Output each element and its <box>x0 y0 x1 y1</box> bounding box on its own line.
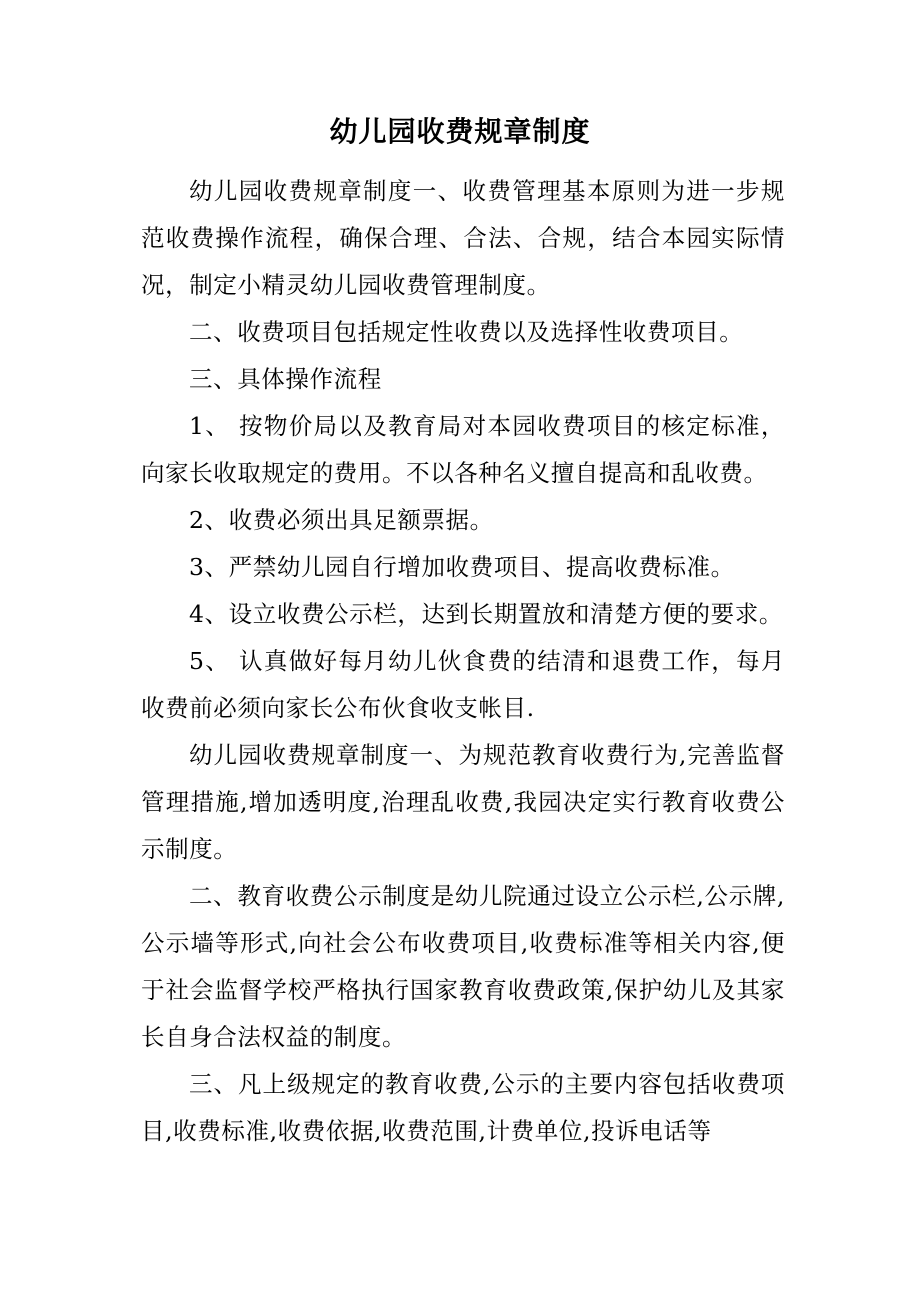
paragraph-disclosure-intro: 幼儿园收费规章制度一、为规范教育收费行为,完善监督管理措施,增加透明度,治理乱收费,我园决定实行教育收费公示制度。 <box>141 741 785 863</box>
document-body <box>141 168 785 1155</box>
paragraph-procedure-heading: 三、具体操作流程 <box>189 365 382 393</box>
paragraph-step-3: 3、严禁幼儿园自行增加收费项目、提高收费标准。 <box>189 553 735 581</box>
paragraph-principles: 幼儿园收费规章制度一、收费管理基本原则为进一步规范收费操作流程，确保合理、合法、合规，结合本园实际情况，制定小精灵幼儿园收费管理制度。 <box>141 177 785 299</box>
paragraph-disclosure-content: 三、凡上级规定的教育收费,公示的主要内容包括收费项目,收费标准,收费依据,收费范围,计费单位,投诉电话等 <box>141 1070 785 1145</box>
document-title: 幼儿园收费规章制度 <box>329 115 591 148</box>
paragraph-step-4: 4、设立收费公示栏，达到长期置放和清楚方便的要求。 <box>189 600 783 628</box>
paragraph-step-1: 1、 按物价局以及教育局对本园收费项目的核定标准，向家长收取规定的费用。不以各种名义擅自提高和乱收费。 <box>141 412 785 487</box>
paragraph-step-2: 2、收费必须出具足额票据。 <box>189 506 494 534</box>
paragraph-fee-items: 二、收费项目包括规定性收费以及选择性收费项目。 <box>189 318 744 346</box>
paragraph-step-5: 5、 认真做好每月幼儿伙食费的结清和退费工作，每月收费前必须向家长公布伙食收支帐目. <box>141 647 785 722</box>
paragraph-disclosure-definition: 二、教育收费公示制度是幼儿院通过设立公示栏,公示牌,公示墙等形式,向社会公布收费项目,收费标准等相关内容,便于社会监督学校严格执行国家教育收费政策,保护幼儿及其家长自身合法权益的制度。 <box>141 882 785 1051</box>
